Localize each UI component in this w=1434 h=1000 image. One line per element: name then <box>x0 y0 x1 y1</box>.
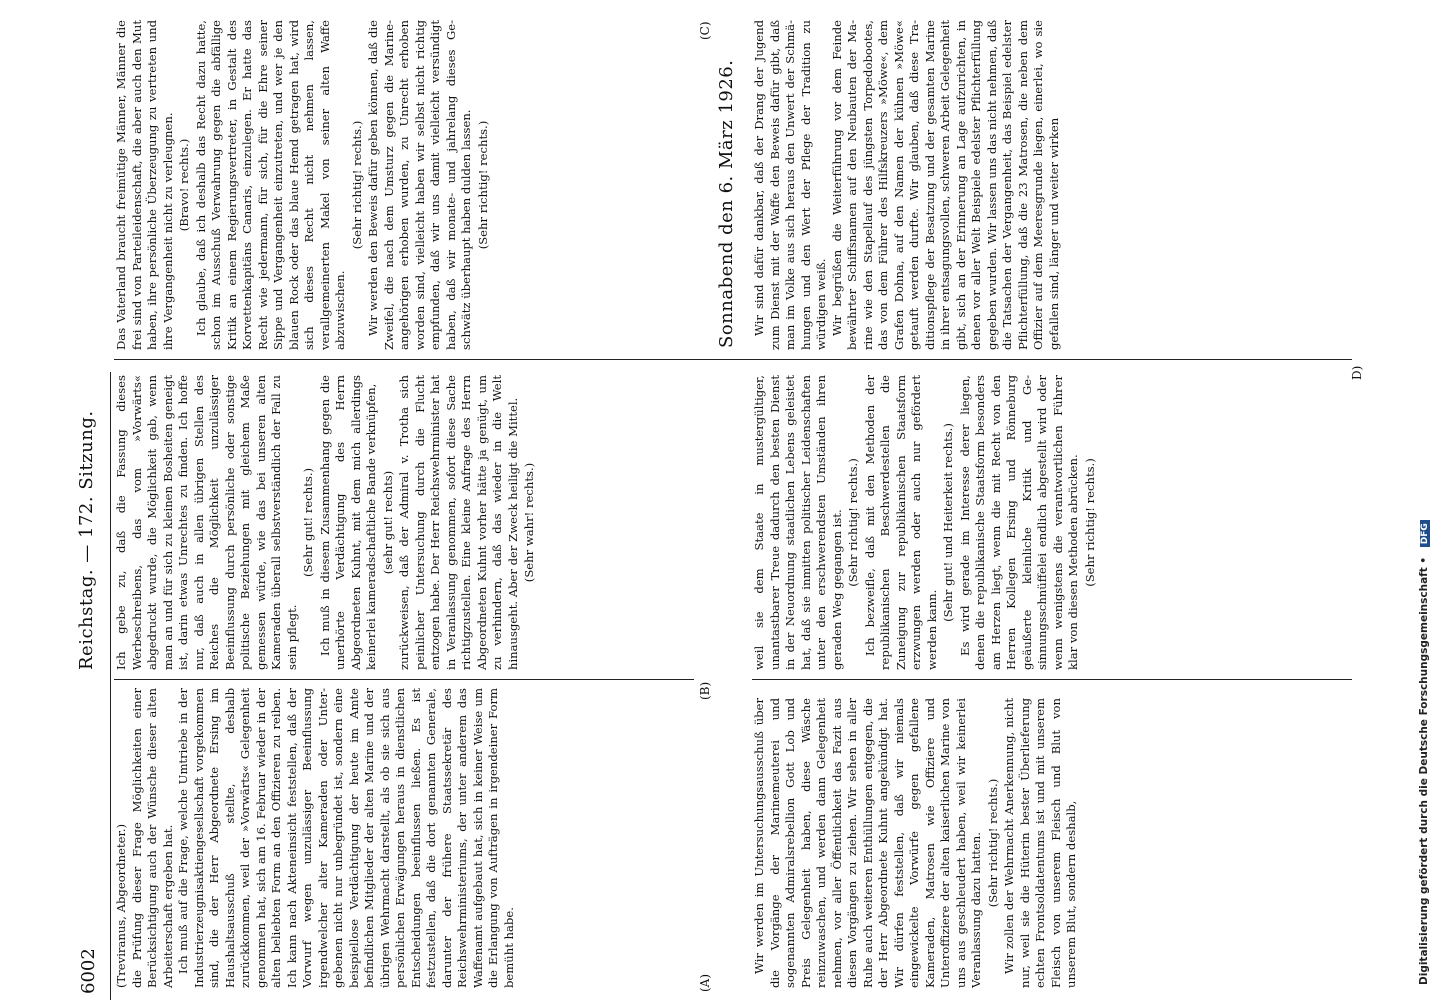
paragraph: Ich glaube, daß ich deshalb das Recht dazu hatte, schon im Ausschuß Verwahrung gegen die abfällige Kritik an einem Regierungsvertreter, in Gestalt des Korvettenkapitäns Canaris, einzulegen. Er hatte das Recht wie jedermann, für sich, für die Ehre seiner Sippe und Vergangenheit einzutreten, und wer je den blauen Rock oder das blaue Hemd getragen hat, wird sich dieses Recht nicht nehmen lassen, verallgemeinerten Makel von seiner alten Waffe abzuwischen. <box>193 20 347 350</box>
paragraph: weil sie dem Staate in mustergültiger, unantastbarer Treue dadurch den besten Dienst in der Neuordnung staatlichen Lebens geleistet hat, daß sie inmitten politischer Leidenschaften unter den erschwerendsten Umständen ihren geraden Weg gegangen ist. <box>752 375 844 670</box>
column-divider-ab <box>114 679 694 680</box>
right-page-header <box>710 20 750 350</box>
dfg-logo: DFG <box>1420 520 1430 547</box>
interjection: (Sehr richtig! rechts.) <box>349 120 364 250</box>
margin-mark-a: (A) <box>698 973 712 992</box>
paragraph: (Treviranus, Abgeordneter.) <box>114 824 128 988</box>
paragraph: Wir begrüßen die Weiterführung vor dem Feinde bewährter Schiffsnamen auf den Neubauten der Marine wie den Stapellauf des jüngsten Torpedobootes, das von dem Führer des Hilfskreuzers »Möwe«, dem Grafen Dohna, auf den Namen der kühnen »Möwe« getauft werden durfte. Wir glauben, daß diese Traditionspflege der Besatzung und der gesamten Marine in ihrer entsagungsvollen, schweren Arbeit Gelegenheit gibt, sich an der Erinnerung an Lage aufzurichten, in denen vor aller Welt Beispiele edelster Pflichterfüllung gegeben wurden. Wir lassen uns das nicht nehmen, daß die Tatsachen der Vergangenheit, das Beispiel edelster Pflichterfüllung, daß die 23 Matrosen, die neben dem Offizier auf dem Meeresgrunde liegen, einerlei, wo sie gefallen sind, länger und weiter wirken <box>829 20 1061 350</box>
left-page-header <box>70 0 110 1000</box>
margin-mark-d: D) <box>1350 365 1364 380</box>
interjection: (Sehr richtig! rechts.) <box>985 778 1000 908</box>
session-title: Reichstag. — 172. Sitzung. <box>76 410 97 670</box>
paragraph: Wir werden im Untersuchungsausschuß über die Vorgänge der Marinemeuterei und sogenannten Admiralsrebellion Gott Lob und Preis Gelegenheit haben, diese Wäsche reinzuwaschen, und werden dann Gelegenheit nehmen, vor aller Öffentlichkeit das Fazit aus diesen Vorgängen zu ziehen. Wir sehen in aller Ruhe auch weiteren Enthüllungen entgegen, die der Herr Abgeordnete Kuhnt angekündigt hat. Wir dürfen feststellen, daß wir niemals eingewickelte Vorwürfe gegen gefallene Kameraden, Matrosen wie Offiziere und Unteroffiziere der alten kaiserlichen Marine von uns aus geschleudert haben, weil wir keinerlei Veranlassung dazu hatten. <box>752 698 983 988</box>
paragraph: Wir werden den Beweis dafür geben können, daß die Zweifel, die nach dem Umsturz gegen die Marineangehörigen erhoben wurden, zu Unrecht erhoben worden sind, vielleicht haben wir selbst nicht richtig empfunden, daß wir uns damit vielleicht versündigt haben, daß wir monate- und jahrelang dieses Geschwätz überhaupt haben dulden lassen. <box>366 20 473 350</box>
column-b <box>114 375 694 670</box>
column-a <box>114 688 694 988</box>
interjection: (Sehr wahr! rechts.) <box>522 462 536 583</box>
interjection: (Sehr richtig! rechts.) <box>846 458 860 587</box>
column-d <box>752 375 1352 670</box>
paragraph: Ich bezweifle, daß mit den Methoden der republikanischen Beschwerdestellen die Zuneigung zur republikanischen Staatsform erzwungen werden oder auch nur gefördert werden kann. <box>862 375 939 670</box>
paragraph: Ich gebe zu, daß die Fassung dieses Werbeschreibens, das vom »Vorwärts« abgedruckt wurde, die Möglichkeit gab, wenn man an und für sich zu kleinen Bosheiten geneigt ist, darin etwas Unrechtes zu finden. Ich hoffe nur, daß auch in allen übrigen Stellen des Reiches die Möglichkeit unzulässiger Beeinflussung durch persönliche oder sonstige politische Beziehungen mit gleichem Maße gemessen würde, wie das bei unseren alten Kameraden überall selbstverständlich der Fall zu sein pflegt. <box>114 375 299 670</box>
paragraph: Ich muß in diesem Zusammenhang gegen die unerhörte Verdächtigung des Herrn Abgeordneten Kuhnt, mit dem mich allerdings keinerlei kameradschaftliche Bande verknüpfen, <box>317 375 378 670</box>
paragraph: Das Vaterland braucht freimütige Männer, Männer die frei sind von Parteileidenschaft, die aber auch den Mut haben, ihre persönliche Überzeugung zu vertreten und ihre Vergangenheit nicht zu verleugnen. <box>114 20 175 350</box>
interjection: (sehr gut! rechts) <box>380 470 395 575</box>
column-f <box>752 20 1352 350</box>
margin-mark-c: (C) <box>698 21 712 40</box>
interjection: (Sehr gut! rechts.) <box>301 467 315 578</box>
interjection: (Bravo! rechts.) <box>177 138 191 232</box>
interjection: (Sehr richtig! rechts.) <box>475 120 490 250</box>
header-rule-left <box>110 372 111 1000</box>
session-date: Sonnabend den 6. März 1926. <box>716 59 737 348</box>
paragraph: die Prüfung dieser Frage Möglichkeiten einer Berücksichtigung auch der Wünsche dieser alten Arbeiterschaft ergeben hat. <box>129 688 175 988</box>
interjection: (Sehr richtig! rechts.) <box>1082 458 1097 587</box>
paragraph: zurückweisen, daß der Admiral v. Trotha sich peinlicher Untersuchung durch die Flucht entzogen habe. Der Herr Reichswehrminister hat in Veranlassung genommen, sofort diese Sache richtigzustellen. Eine kleine Anfrage des Herrn Abgeordneten Kuhnt vorher hätte ja genügt, um zu verhindern, daß das wieder in die Welt hinausgeht. Aber der Zweck heiligt die Mittel. <box>397 375 520 670</box>
margin-mark-b: (B) <box>698 681 712 700</box>
paragraph: Es wird gerade im Interesse derer liegen, denen die republikanische Staatsform besonders am Herzen liegt, wenn die mit Recht von den Herren Kollegen Ersing und Rönneburg geäußerte kleinliche Kritik und Gesinnungsschnüffelei endlich abgestellt wird oder wenn wenigstens die verantwortlichen Führer klar von diesen Methoden abrücken. <box>957 375 1080 670</box>
rotated-page-content <box>70 0 1400 1000</box>
paragraph: Ich muß auf die Frage, welche Umtriebe in der Industrierzeugnisaktiengesellschaft vorgekommen sind, die der Herr Abgeordnete Ersing im Haushaltsausschuß stellte, deshalb zurückkommen, weil der »Vorwärts« Gelegenheit genommen hat, sich am 16. Februar wieder in der alten beliebten Form an den Offizieren zu reiben. Ich kann nach Akteneinsicht feststellen, daß der Vorwurf wegen unzulässiger Beeinflussung irgendwelcher alter Kameraden oder Untergebenen nicht nur unbegründet ist, sondern eine beispiellose Verdächtigung der heute im Amte befindlichen Mitglieder der alten Marine und der übrigen Wehrmacht darstellt, als ob sie sich aus persönlichen Erwägungen heraus in dienstlichen Entscheidungen beeinflussen ließen. Es ist festzustellen, daß die dort genannten Generale, darunter der frühere Staatssekretär des Reichswehrministeriums, der unter anderem das Waffenamt aufgebaut hat, sich in keiner Weise um die Erlangung von Aufträgen in irgendeiner Form bemüht habe. <box>176 688 516 988</box>
dfg-footer <box>1418 15 1434 985</box>
column-c <box>752 698 1352 988</box>
page-number: 6002 <box>78 948 99 994</box>
footer-caption: Digitalisierung gefördert durch die Deutsche Forschungsgemeinschaft • <box>1418 556 1430 985</box>
column-divider-cd <box>752 679 1352 680</box>
paragraph: Wir zollen der Wehrmacht Anerkennung, nicht nur, weil sie die Hüterin bester Überlieferung echten Frontsoldatentums ist und mit unserem Fleisch von unserem Fleisch und Blut von unserem Blut, sondern deshalb, <box>1002 698 1078 988</box>
dfg-footer-text <box>1418 25 1430 985</box>
paragraph: Wir sind dafür dankbar, daß der Drang der Jugend zum Dienst mit der Waffe den Beweis dafür gibt, daß man im Volke aus sich heraus den Unwert der Schmähungen und den Wert der Pflege der Tradition zu würdigen weiß. <box>752 20 828 350</box>
interjection: (Sehr gut! und Heiterkeit rechts.) <box>941 423 955 622</box>
column-e <box>114 20 694 350</box>
page-gutter-rule <box>114 359 1352 360</box>
